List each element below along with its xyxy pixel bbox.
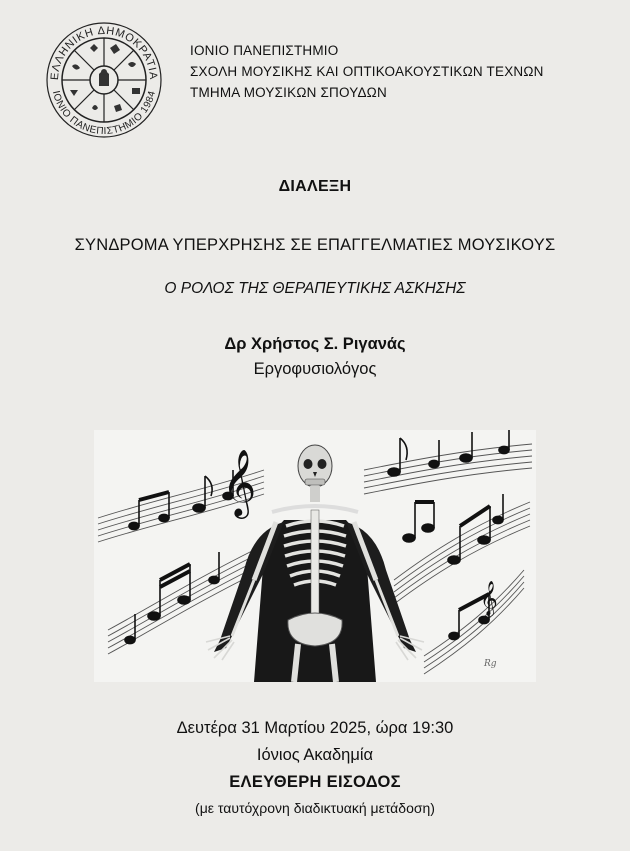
speaker-role: Εργοφυσιολόγος	[253, 360, 377, 378]
event-venue: Ιόνιος Ακαδημία	[256, 746, 374, 764]
lecture-title: ΣΥΝΔΡΟΜΑ ΥΠΕΡΧΡΗΣΗΣ ΣΕ ΕΠΑΓΓΕΛΜΑΤΙΕΣ ΜΟΥΣΙΚΟΥΣ	[74, 236, 556, 254]
seal-outer-text: ΕΛΛΗΝΙΚΗ ΔΗΜΟΚΡΑΤΙΑ	[48, 24, 160, 81]
university-seal-logo	[44, 20, 164, 140]
event-type: ΔΙΑΛΕΞΗ	[278, 178, 352, 195]
speaker-name: Δρ Χρήστος Σ. Ριγανάς	[224, 335, 406, 353]
event-date-time: Δευτέρα 31 Μαρτίου 2025, ώρα 19:30	[176, 719, 454, 737]
skeleton-music-illustration	[94, 430, 536, 682]
free-admission-notice: ΕΛΕΥΘΕΡΗ ΕΙΣΟΔΟΣ	[229, 773, 401, 791]
small-treble-clef-icon: 𝄞	[480, 581, 498, 616]
university-name: ΙΟΝΙΟ ΠΑΝΕΠΙΣΤΗΜΙΟ	[190, 43, 339, 58]
seal-inner-text: ΙΟΝΙΟ ΠΑΝΕΠΙΣΤΗΜΙΟ 1984	[49, 89, 159, 138]
school-name: ΣΧΟΛΗ ΜΟΥΣΙΚΗΣ ΚΑΙ ΟΠΤΙΚΟΑΚΟΥΣΤΙΚΩΝ ΤΕΧΝΩΝ	[190, 64, 544, 79]
lecture-subtitle: Ο ΡΟΛΟΣ ΤΗΣ ΘΕΡΑΠΕΥΤΙΚΗΣ ΑΣΚΗΣΗΣ	[164, 280, 466, 297]
online-broadcast-note: (με ταυτόχρονη διαδικτυακή μετάδοση)	[195, 800, 435, 816]
treble-clef-icon: 𝄞	[222, 448, 257, 516]
institution-header	[190, 40, 544, 103]
artist-signature: Rg	[484, 659, 497, 669]
department-name: ΤΜΗΜΑ ΜΟΥΣΙΚΩΝ ΣΠΟΥΔΩΝ	[190, 85, 387, 100]
